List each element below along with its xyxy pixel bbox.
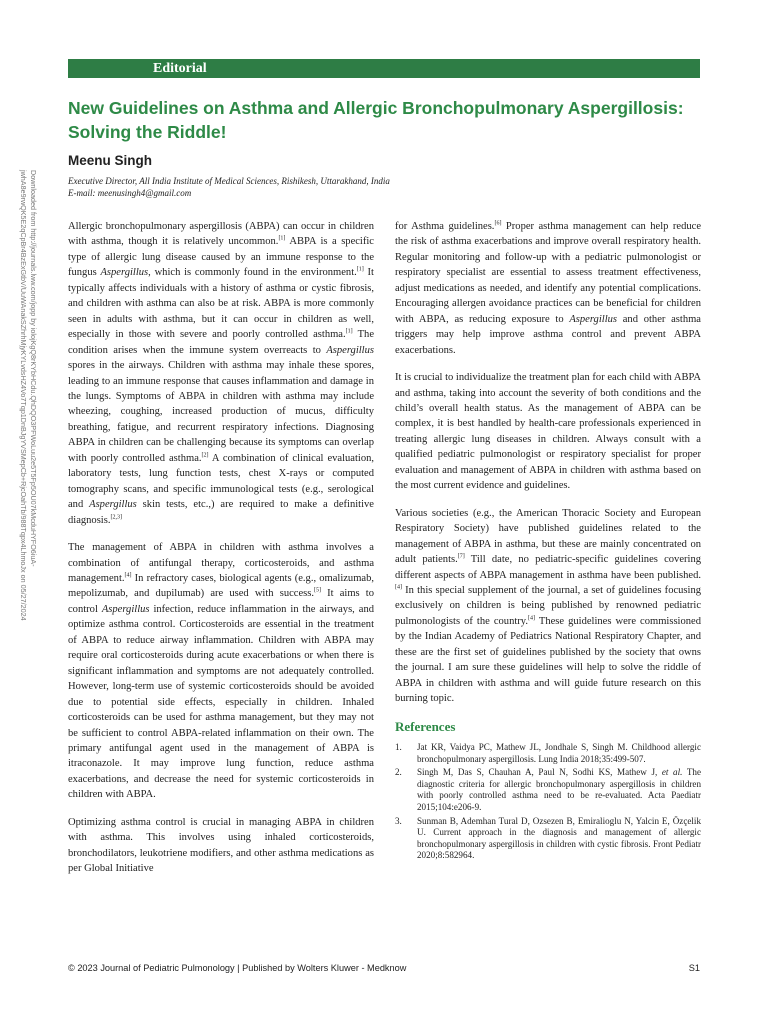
section-label: Editorial (153, 61, 207, 76)
reference-number: 2. (395, 767, 402, 778)
citation: [4] (528, 615, 536, 622)
left-column (68, 219, 374, 889)
affiliation-line: Executive Director, All India Institute of Medical Sciences, Rishikesh, Uttarakhand, India (68, 176, 390, 186)
text-run: Jat KR, Vaidya PC, Mathew JL, Jondhale S, Singh M. Childhood allergic bronchopulmonary aspergillosis. Lung India 2018;35:499-507. (417, 742, 701, 764)
footer-copyright: © 2023 Journal of Pediatric Pulmonology | Published by Wolters Kluwer - Medknow (68, 963, 407, 973)
reference-item (395, 816, 701, 862)
references-list (395, 742, 701, 862)
italic-term: Aspergillus (569, 313, 618, 325)
paragraph (68, 219, 374, 528)
italic-term: Aspergillus (89, 499, 137, 511)
citation: [1] (278, 235, 286, 242)
italic-term: et al. (661, 767, 683, 778)
citation: [4] (124, 572, 132, 579)
section-banner (68, 59, 700, 78)
paragraph (395, 370, 701, 494)
text-run: for Asthma guidelines. (395, 221, 495, 232)
citation: [4] (395, 584, 402, 591)
text-run: Various societies (e.g., the American Thoracic Society and European Respiratory Society) have published guidelines related to the management of ABPA in asthma, but these are mainly concentrated on adult patients. (395, 507, 701, 566)
author-name: Meenu Singh (68, 153, 152, 168)
email-line: E-mail: meenusingh4@gmail.com (68, 188, 192, 198)
reference-item (395, 767, 701, 813)
reference-number: 1. (395, 742, 402, 753)
citation: [7] (457, 553, 465, 560)
text-run: and other asthma triggers may help improve asthma control and prevent ABPA exacerbations. (395, 313, 701, 356)
page-number: S1 (688, 963, 700, 973)
text-run: In this special supplement of the journal, a set of guidelines focusing exclusively on children is being published by renowned pediatric pulmonologists of the country. (395, 584, 701, 627)
text-run: These guidelines were commissioned by the Indian Academy of Pediatrics National Respiratory Chapter, and these are the first set of guidelines published by the society that owns the journal. I am sure these guidelines will help to solve the riddle of ABPA in children with asthma and will guide future research on this burning topic. (395, 615, 701, 705)
text-run: Allergic bronchopulmonary aspergillosis (ABPA) can occur in children with asthma, though it is relatively uncommon. (68, 221, 374, 248)
citation: [1] (356, 266, 364, 273)
reference-item (395, 742, 701, 765)
text-run: Sunman B, Ademhan Tural D, Ozsezen B, Emiralioglu N, Yalcin E, Özçelik U. Current approach in the diagnosis and management of allergic bronchopulmonary aspergillosis in children with cystic fibrosis. Front Pediatr 2020;8:582964. (417, 815, 701, 861)
italic-term: Aspergillus (101, 603, 150, 615)
text-run: spores in the airways. Children with asthma may inhale these spores, leading to an immune response that causes inflammation and damage in the lungs. Symptoms of ABPA in children with asthma may include wheezing, coughing, increased production of mucus, difficulty breathing, fatigue, and recurrent respiratory infections. Diagnosing ABPA in children can be challenging because its symptoms can overlap with poorly controlled asthma. (68, 360, 374, 464)
text-run: skin tests, etc.,) are required to make a definitive diagnosis. (68, 499, 374, 526)
author-affiliation (68, 175, 708, 199)
references-heading: References (395, 718, 456, 734)
right-column (395, 219, 701, 864)
text-run: The condition arises when the immune system overreacts to (68, 329, 375, 356)
text-run: , which is commonly found in the environment. (148, 267, 357, 279)
paragraph (68, 540, 374, 803)
citation: [1] (345, 328, 353, 335)
text-run: The management of ABPA in children with asthma involves a combination of antifungal therapy, corticosteroids, and asthma management. (68, 542, 374, 584)
paragraph (395, 219, 701, 358)
text-run: It typically affects individuals with a history of asthma or cystic fibrosis, and children with asthma can also be at risk. ABPA is more commonly seen in adults with asthma, but it can occur in children as well, especially in those with severe and poorly controlled asthma. (68, 267, 374, 341)
citation: [2,3] (110, 514, 122, 521)
text-run: It aims to control (68, 588, 374, 615)
citation: [5] (313, 587, 321, 594)
citation: [6] (494, 220, 502, 227)
paragraph (68, 815, 374, 877)
text-run: A combination of clinical evaluation, laboratory tests, lung function tests, chest X-rays or computed tomography scans, and specific immunological tests (e.g., serological and (68, 452, 375, 511)
article-title: New Guidelines on Asthma and Allergic Bronchopulmonary Aspergillosis: Solving the Riddle! (68, 98, 684, 142)
paragraph (395, 506, 701, 707)
page-footer (68, 963, 700, 973)
text-run: In refractory cases, biological agents (e.g., omalizumab, mepolizumab, and dupilumab) are used with success. (68, 572, 374, 600)
text-run: Optimizing asthma control is crucial in managing ABPA in children with asthma. This involves using inhaled corticosteroids, bronchodilators, leukotriene modifiers, and other asthma medications as per Global Initiative (68, 816, 374, 875)
text-run: ABPA is a specific type of allergic lung disease caused by an immune response to the fungus (68, 236, 374, 279)
text-run: Singh M, Das S, Chauhan A, Paul N, Sodhi KS, Mathew J, (417, 767, 662, 778)
italic-term: Aspergillus (100, 267, 149, 279)
italic-term: Aspergillus (326, 344, 374, 356)
text-run: Till date, no pediatric-specific guidelines covering different aspects of ABPA management in asthma have been published. (395, 554, 701, 581)
text-run: Proper asthma management can help reduce the risk of asthma exacerbations and improve overall respiratory health. Regular monitoring and follow-up with a pediatric pulmonologist or respiratory specialist are essential to assess treatment effectiveness, adjust medications as needed, and identify any potential complications. Encouraging allergen avoidance practices can be beneficial for children with ABPA, as reducing exposure to (395, 221, 702, 325)
text-run: The diagnostic criteria for allergic bronchopulmonary aspergillosis in children with poorly controlled asthma need to be re-evaluated. Acta Paediatr 2015;104:e206-9. (417, 767, 701, 813)
text-run: infection, reduce inflammation in the airways, and optimize asthma control. Corticosteroids are essential in the treatment of ABPA to reduce airway inflammation. Children with ABPA may require oral corticosteroids during acute exacerbations or when there is significant inflammation and symptoms are not adequately controlled. However, long-term use of systemic corticosteroids should be avoided due to potential side effects, especially in children. Inhaled corticosteroids can be used for asthma management, but they may not be sufficient to control ABPA-related inflammation on their own. The primary antifungal agent used in the management of ABPA is itraconazole. It may improve lung function, reduce asthma exacerbations, and decrease the need for systemic corticosteroids in children with ABPA. (68, 603, 375, 801)
citation: [2] (201, 452, 209, 459)
text-run: It is crucial to individualize the treatment plan for each child with ABPA and asthma, taking into account the severity of both conditions and the child’s overall health status. As the management of ABPA can be complex, it is best handled by health-care professionals experienced in treating allergic lung diseases in children. Always consult with a qualified pediatric pulmonologist or respiratory specialist for proper evaluation and management of ABPA in children with asthma based on the most current evidence and guidelines. (395, 372, 701, 492)
reference-number: 3. (395, 815, 402, 826)
download-side-note: Downloaded from http://journals.lww.com/jopp by iolojKgQ8rKYbHCdu.QhDQO3PFWoLuu2e5T5Fp5OU07kMcduHYFO6iuA-jwhA8e9rwQK5E2qCpBr4BzExGtbV/UuWAnakSZhrhMjyKYLvdsHZ4Vo7Tqp1DnBJgYVSMepCb+RjcOahTb/988Tqpx4LhmoJx on 05/27/2024 (19, 170, 38, 621)
